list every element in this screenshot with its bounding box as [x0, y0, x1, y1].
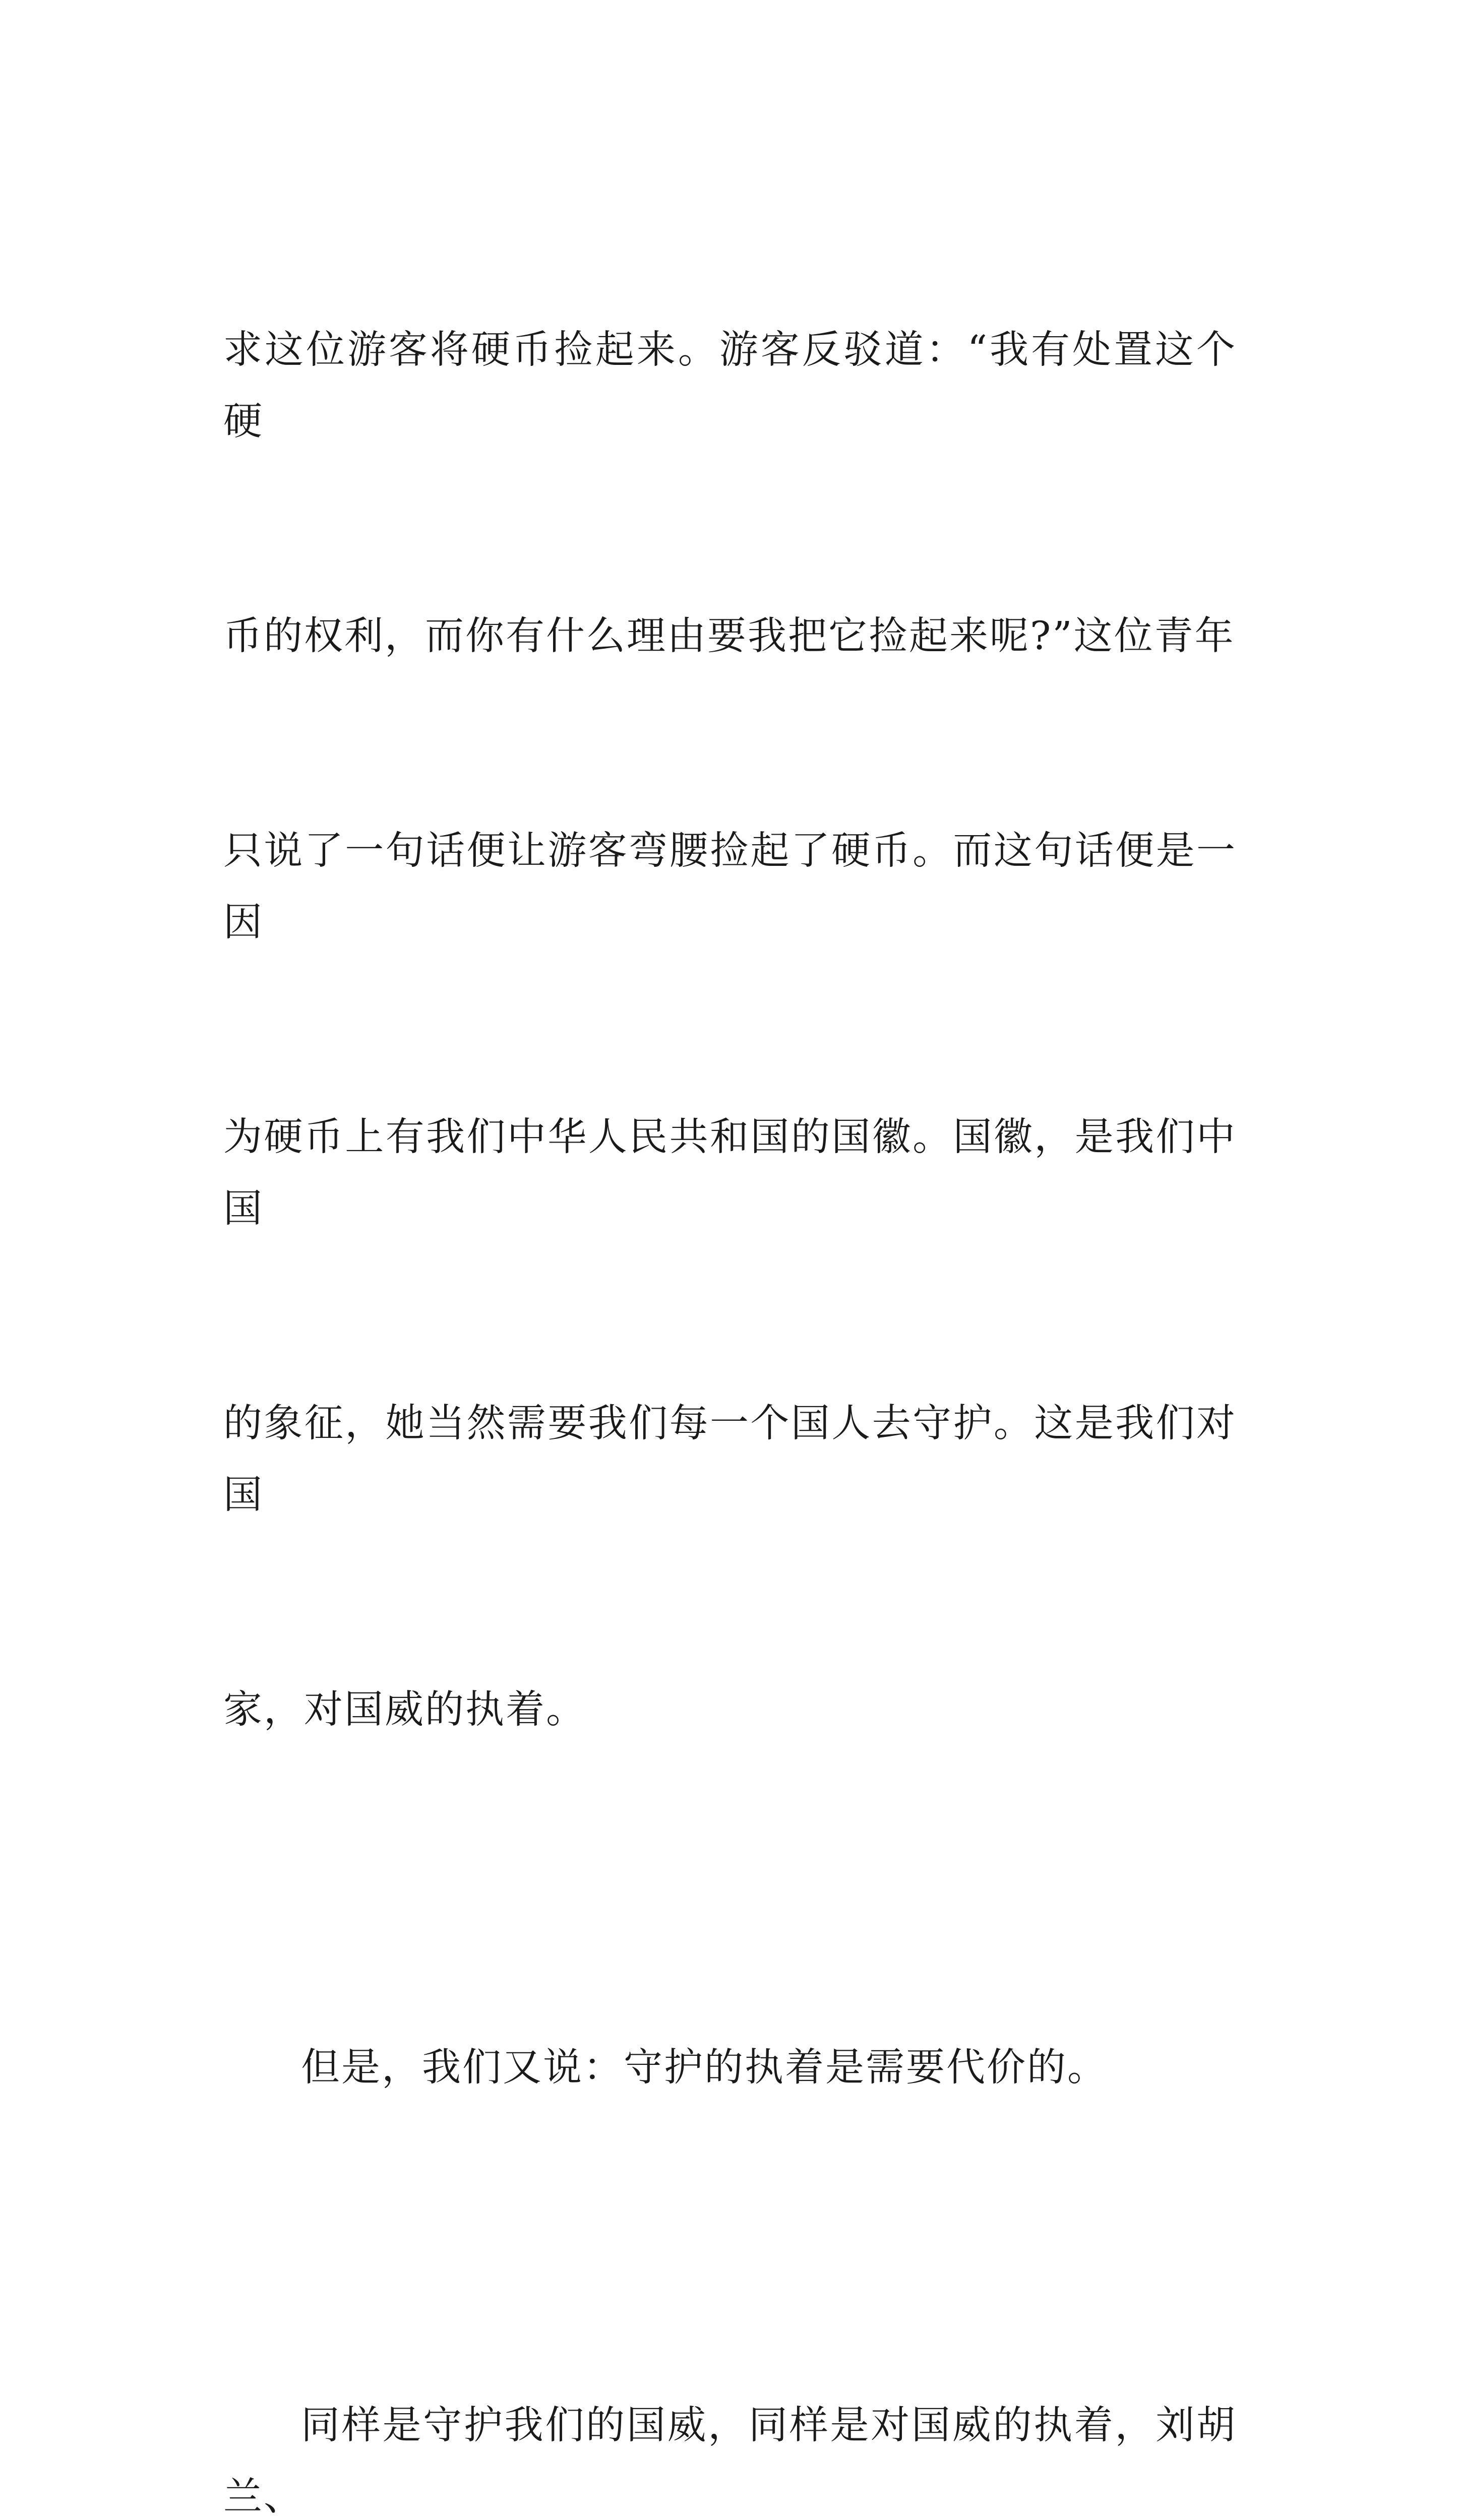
- paragraph: [223, 1889, 1237, 2247]
- paragraph-continuation: [223, 171, 1237, 1889]
- text-line: 但是，我们又说：守护的执着是需要代价的。: [301, 2045, 1108, 2090]
- text-line: 只说了一句话便让游客弯腰捡起了硬币。而这句话便是一因: [223, 829, 1237, 945]
- text-line: 同样是守护我们的国威，同样是对国威的执着，刘胡兰、: [223, 2403, 1237, 2519]
- text-line: 的象征，她当然需要我们每一个国人去守护。这是我们对国: [223, 1401, 1237, 1518]
- text-line: 币的权利，而你有什么理由要我把它捡起来呢?”这位青年: [223, 614, 1235, 659]
- document-body: [223, 171, 1237, 2520]
- text-line: 为硬币上有我们中华人民共和国的国徽。国徽，是我们中国: [223, 1115, 1237, 1231]
- text-line: 家，对国威的执着。: [223, 1687, 586, 1732]
- text-line: 求这位游客将硬币捡起来。游客反驳道：“我有处置这个硬: [223, 328, 1237, 444]
- paragraph: [223, 2247, 1237, 2520]
